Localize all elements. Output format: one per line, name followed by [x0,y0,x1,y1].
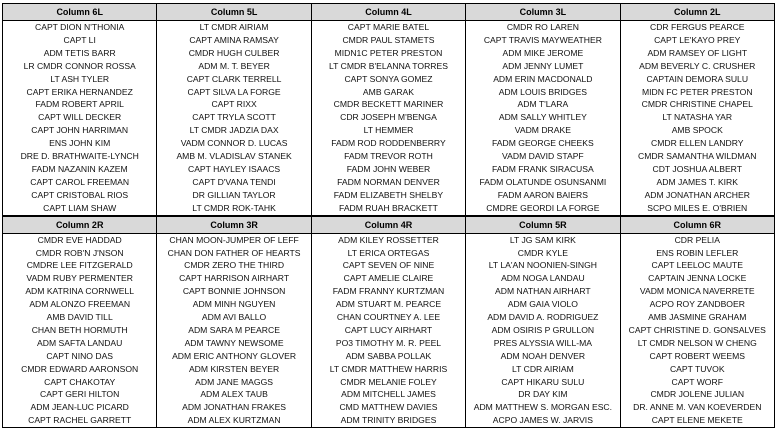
table-row [3,86,775,99]
name-cell: ADM BEVERLY C. CRUSHER [620,60,774,73]
roster-table-bottom [2,216,775,429]
name-cell: ADM T'LARA [466,98,620,111]
name-cell: PO3 TIMOTHY M. R. PEEL [311,337,465,350]
name-cell: ADM ERIC ANTHONY GLOVER [157,350,311,363]
name-cell: CAPT BONNIE JOHNSON [157,285,311,298]
name-cell: ADM JONATHAN FRAKES [157,401,311,414]
table-row [3,150,775,163]
name-cell: ADM LOUIS BRIDGES [466,86,620,99]
name-cell: ENS ROBIN LEFLER [620,247,774,260]
table-row [3,60,775,73]
name-cell: ADM MATTHEW S. MORGAN ESC. [466,401,620,414]
name-cell: CMDR EVE HADDAD [3,233,157,246]
name-cell: MIDN FC PETER PRESTON [620,86,774,99]
name-cell: ADM SARA M PEARCE [157,324,311,337]
name-cell: CMDR ROB'N J'NSON [3,247,157,260]
name-cell: VADM CONNOR D. LUCAS [157,137,311,150]
column-header: Column 5L [157,4,311,21]
name-cell: FADM OLATUNDE OSUNSANMI [466,176,620,189]
name-cell: CMDR PAUL STAMETS [311,34,465,47]
name-cell: ADM NOGA LANDAU [466,272,620,285]
name-cell: ADM ALEX TAUB [157,388,311,401]
name-cell: DR. ANNE M. VAN KOEVERDEN [620,401,774,414]
name-cell: CMDR ELLEN LANDRY [620,137,774,150]
name-cell: FADM RUAH BRACKETT [311,202,465,215]
table-row [3,311,775,324]
column-header: Column 5R [466,216,620,233]
name-cell: CAPT CHAKOTAY [3,376,157,389]
name-cell: CMDR MELANIE FOLEY [311,376,465,389]
name-cell: CAPT TRAVIS MAYWEATHER [466,34,620,47]
name-cell: CAPTAIN DEMORA SULU [620,73,774,86]
table-row [3,259,775,272]
name-cell: CAPT JOHN HARRIMAN [3,124,157,137]
name-cell: CAPT GERI HILTON [3,388,157,401]
name-cell: CAPT D'VANA TENDI [157,176,311,189]
name-cell: AMB SPOCK [620,124,774,137]
header-row [3,216,775,233]
name-cell: FADM TREVOR ROTH [311,150,465,163]
table-row [3,285,775,298]
name-cell: CAPT LIAM SHAW [3,202,157,215]
name-cell: CAPT MARIE BATEL [311,21,465,34]
name-cell: CMDR JOLENE JULIAN [620,388,774,401]
column-header: Column 3R [157,216,311,233]
name-cell: CAPT AMELIE CLAIRE [311,272,465,285]
name-cell: FADM JOHN WEBER [311,163,465,176]
name-cell: AMB JASMINE GRAHAM [620,311,774,324]
name-cell: VADM MONICA NAVERRETE [620,285,774,298]
name-cell: CAPT LE'KAYO PREY [620,34,774,47]
name-cell: DRE D. BRATHWAITE-LYNCH [3,150,157,163]
name-cell: ADM SABBA POLLAK [311,350,465,363]
name-cell: VADM DAVID STAPF [466,150,620,163]
name-cell: LT HEMMER [311,124,465,137]
name-cell: AMB DAVID TILL [3,311,157,324]
name-cell: CAPT CRISTOBAL RIOS [3,189,157,202]
name-cell: LT ASH TYLER [3,73,157,86]
table-row [3,202,775,215]
name-cell: CMDRE LEE FITZGERALD [3,259,157,272]
name-cell: CAPT WORF [620,376,774,389]
name-cell: ADM NATHAN AIRHART [466,285,620,298]
name-cell: LT CMDR NELSON W CHENG [620,337,774,350]
name-cell: CAPT ROBERT WEEMS [620,350,774,363]
name-cell: CMDR ZERO THE THIRD [157,259,311,272]
name-cell: ADM STUART M. PEARCE [311,298,465,311]
column-header: Column 6L [3,4,157,21]
name-cell: VADM DRAKE [466,124,620,137]
table-row [3,272,775,285]
name-cell: CAPT AMINA RAMSAY [157,34,311,47]
name-cell: ADM ERIN MACDONALD [466,73,620,86]
name-cell: ADM AVI BALLO [157,311,311,324]
name-cell: CMDR EDWARD AARONSON [3,363,157,376]
table-row [3,233,775,246]
name-cell: CAPTAIN JENNA LOCKE [620,272,774,285]
name-cell: CDR JOSEPH M'BENGA [311,111,465,124]
column-header: Column 2L [620,4,774,21]
name-cell: ADM DAVID A. RODRIGUEZ [466,311,620,324]
name-cell: CAPT LI [3,34,157,47]
name-cell: CAPT RACHEL GARRETT [3,414,157,427]
name-cell: ACPO ROY ZANDBOER [620,298,774,311]
name-roster-sheet [2,3,774,428]
name-cell: CAPT CHRISTINE D. GONSALVES [620,324,774,337]
name-cell: ADM JANE MAGGS [157,376,311,389]
name-cell: ADM TRINITY BRIDGES [311,414,465,427]
name-cell: CAPT RIXX [157,98,311,111]
name-cell: ACPO JAMES W. JARVIS [466,414,620,427]
name-cell: CAPT SILVA LA FORGE [157,86,311,99]
table-row [3,388,775,401]
table-row [3,137,775,150]
name-cell: LT CMDR AIRIAM [157,21,311,34]
name-cell: AMB M. VLADISLAV STANEK [157,150,311,163]
name-cell: LT CMDR ROK-TAHK [157,202,311,215]
name-cell: LT ERICA ORTEGAS [311,247,465,260]
name-cell: ADM TAWNY NEWSOME [157,337,311,350]
name-cell: CAPT NINO DAS [3,350,157,363]
name-cell: ENS JOHN KIM [3,137,157,150]
name-cell: ADM RAMSEY OF LIGHT [620,47,774,60]
table-row [3,163,775,176]
table-row [3,298,775,311]
name-cell: AMB GARAK [311,86,465,99]
name-cell: FADM NORMAN DENVER [311,176,465,189]
name-cell: FADM AARON BAIERS [466,189,620,202]
name-cell: CHAN DON FATHER OF HEARTS [157,247,311,260]
table-row [3,414,775,427]
roster-table-top [2,3,775,216]
name-cell: CAPT HARRISON AIRHART [157,272,311,285]
name-cell: LT LA'AN NOONIEN-SINGH [466,259,620,272]
table-row [3,324,775,337]
name-cell: ADM OSIRIS P GRULLON [466,324,620,337]
name-cell: FADM FRANNY KURTZMAN [311,285,465,298]
name-cell: ADM NOAH DENVER [466,350,620,363]
name-cell: CAPT WILL DECKER [3,111,157,124]
name-cell: LT CMDR B'ELANNA TORRES [311,60,465,73]
table-row [3,337,775,350]
table-row [3,111,775,124]
name-cell: ADM ALEX KURTZMAN [157,414,311,427]
name-cell: ADM MINH NGUYEN [157,298,311,311]
name-cell: LT CDR AIRIAM [466,363,620,376]
name-cell: ADM KATRINA CORNWELL [3,285,157,298]
table-row [3,363,775,376]
column-header: Column 6R [620,216,774,233]
name-cell: LT JG SAM KIRK [466,233,620,246]
name-cell: SCPO MILES E. O'BRIEN [620,202,774,215]
name-cell: ADM ALONZO FREEMAN [3,298,157,311]
name-cell: DR GILLIAN TAYLOR [157,189,311,202]
name-cell: CHAN BETH HORMUTH [3,324,157,337]
name-cell: CHAN MOON-JUMPER OF LEFF [157,233,311,246]
name-cell: PRES ALYSSIA WILL-MA [466,337,620,350]
name-cell: CAPT TUVOK [620,363,774,376]
column-header: Column 4R [311,216,465,233]
name-cell: CAPT CLARK TERRELL [157,73,311,86]
table-row [3,34,775,47]
name-cell: ADM TETIS BARR [3,47,157,60]
column-header: Column 2R [3,216,157,233]
name-cell: FADM ROD RODDENBERRY [311,137,465,150]
name-cell: ADM M. T. BEYER [157,60,311,73]
column-header: Column 4L [311,4,465,21]
table-row [3,247,775,260]
name-cell: CAPT LEELOC MAUTE [620,259,774,272]
name-cell: FADM GEORGE CHEEKS [466,137,620,150]
table-row [3,124,775,137]
name-cell: DR DAY KIM [466,388,620,401]
name-cell: ADM GAIA VIOLO [466,298,620,311]
table-row [3,73,775,86]
name-cell: CAPT SEVEN OF NINE [311,259,465,272]
table-row [3,21,775,34]
name-cell: FADM FRANK SIRACUSA [466,163,620,176]
table-row [3,376,775,389]
name-cell: CAPT TRYLA SCOTT [157,111,311,124]
name-cell: ADM JAMES T. KIRK [620,176,774,189]
table-row [3,189,775,202]
name-cell: LT NATASHA YAR [620,111,774,124]
name-cell: FADM NAZANIN KAZEM [3,163,157,176]
name-cell: ADM JONATHAN ARCHER [620,189,774,202]
header-row [3,4,775,21]
name-cell: CMDR CHRISTINE CHAPEL [620,98,774,111]
column-header: Column 3L [466,4,620,21]
table-row [3,176,775,189]
name-cell: ADM JEAN-LUC PICARD [3,401,157,414]
name-cell: CMDR RO LAREN [466,21,620,34]
name-cell: VADM RUBY PERMENTER [3,272,157,285]
name-cell: LT CMDR JADZIA DAX [157,124,311,137]
name-cell: CMDR SAMANTHA WILDMAN [620,150,774,163]
name-cell: CAPT HAYLEY ISAACS [157,163,311,176]
name-cell: ADM KIRSTEN BEYER [157,363,311,376]
name-cell: CAPT LUCY AIRHART [311,324,465,337]
name-cell: ADM JENNY LUMET [466,60,620,73]
name-cell: CDT JOSHUA ALBERT [620,163,774,176]
table-row [3,350,775,363]
name-cell: CDR PELIA [620,233,774,246]
name-cell: CDR FERGUS PEARCE [620,21,774,34]
name-cell: ADM KILEY ROSSETTER [311,233,465,246]
name-cell: CMDR HUGH CULBER [157,47,311,60]
name-cell: ADM MITCHELL JAMES [311,388,465,401]
name-cell: CMDRE GEORDI LA FORGE [466,202,620,215]
name-cell: ADM MIKE JEROME [466,47,620,60]
name-cell: CAPT HIKARU SULU [466,376,620,389]
name-cell: CAPT DION N'THONIA [3,21,157,34]
name-cell: CMD MATTHEW DAVIES [311,401,465,414]
name-cell: CMDR BECKETT MARINER [311,98,465,111]
name-cell: CHAN COURTNEY A. LEE [311,311,465,324]
name-cell: CAPT ERIKA HERNANDEZ [3,86,157,99]
name-cell: CAPT ELENE MEKETE [620,414,774,427]
name-cell: FADM ELIZABETH SHELBY [311,189,465,202]
table-row [3,401,775,414]
name-cell: CAPT CAROL FREEMAN [3,176,157,189]
name-cell: FADM ROBERT APRIL [3,98,157,111]
name-cell: LT CMDR MATTHEW HARRIS [311,363,465,376]
name-cell: CMDR KYLE [466,247,620,260]
name-cell: MIDN1C PETER PRESTON [311,47,465,60]
table-row [3,47,775,60]
name-cell: ADM SALLY WHITLEY [466,111,620,124]
name-cell: LR CMDR CONNOR ROSSA [3,60,157,73]
name-cell: CAPT SONYA GOMEZ [311,73,465,86]
name-cell: ADM SAFTA LANDAU [3,337,157,350]
table-row [3,98,775,111]
